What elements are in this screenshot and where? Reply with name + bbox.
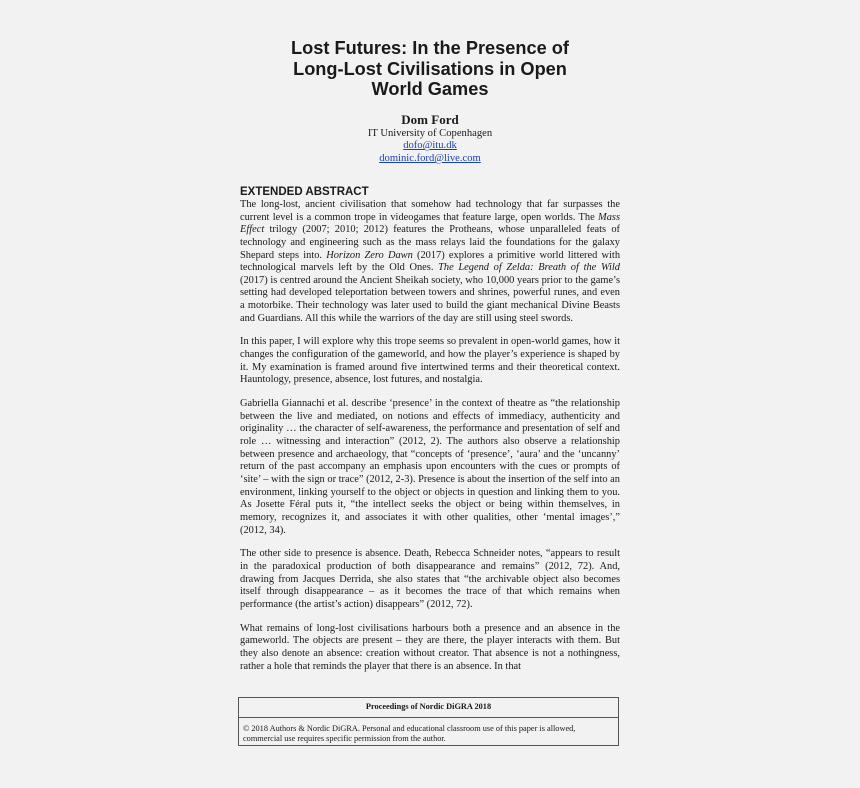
italic-title-text: Horizon Zero Dawn — [326, 249, 413, 261]
author-name: Dom Ford — [401, 111, 459, 127]
paper-content — [240, 38, 620, 684]
email-link[interactable]: dofo@itu.dk — [403, 140, 457, 152]
title-line: Long-Lost Civilisations in Open — [293, 58, 567, 79]
paragraph-text: The long-lost, ancient civilisation that somehow had technology that far surpasses the current level is a common trope in videogames that feature large, open worlds. The — [240, 198, 620, 223]
abstract-body — [240, 199, 620, 673]
email-link[interactable]: dominic.ford@live.com — [379, 153, 481, 165]
paragraph-text: What remains of long-lost civilisations harbours both a presence and an absence in the gameworld. The objects are present – they are there, the player interacts with them. But they also denote an absence: creation without creator. That absence is not a nothingness, rather a hole that reminds the player that there is an absence. In that — [240, 622, 620, 672]
title-line: World Games — [371, 79, 489, 99]
paragraph-text: trilogy (2007; 2010; 2012) features the Protheans, whose unparalleled feats of technology and engineering such as the mass relays laid the foundations for the galaxy Shepard steps into. — [240, 224, 620, 261]
title-line: Lost Futures: In the Presence of — [291, 38, 569, 58]
paragraph-text: (2017) explores a primitive world littered with technological marvels left by the Old Ones. — [240, 249, 621, 274]
footer-title: Proceedings of Nordic DiGRA 2018 — [365, 702, 492, 711]
author-affiliation: IT University of Copenhagen — [367, 127, 493, 139]
footer-divider — [239, 717, 618, 718]
author-emails — [240, 140, 620, 166]
section-heading: EXTENDED ABSTRACT — [240, 185, 369, 198]
italic-title-text: The Legend of Zelda: Breath of the Wild — [438, 262, 620, 274]
abstract-paragraph — [240, 398, 620, 537]
paragraph-text: (2017) is centred around the Ancient Sheikah society, who 10,000 years prior to the game’s setting had developed teleportation between towers and shrines, powerful runes, and even a motorbike. Their technology was later used to build the giant mechanical Divine Beasts and Guardians. All this while the warriors of the day are still using steel swords. — [240, 274, 620, 324]
paragraph-text: Gabriella Giannachi et al. describe ‘presence’ in the context of theatre as “the relationship between the live and mediated, on notions and effects of immediacy, authenticity and originality … the character of self-awareness, the performance and presentation of self and role … witnessing and interaction” (2012, 2). The authors also observe a relationship between presence and archaeology, that “concepts of ‘presence’, ‘aura’ and the ‘uncanny’ return of the past accompany an emphasis upon encounters with the cues or prompts of ‘site’ – with the sign or trace” (2012, 2-3). Presence is about the insertion of the self into an environment, linking yourself to the object or objects in question and linking them to you. As Josette Féral puts it, “the intellect seeks the object or being within themselves, in memory, recognizes it, and associates it with other qualities, other ‘mental images’,” (2012, 34). — [240, 398, 620, 536]
abstract-paragraph — [240, 548, 620, 611]
proceedings-footer — [238, 697, 619, 746]
abstract-paragraph — [240, 623, 620, 674]
abstract-paragraph — [240, 199, 620, 326]
paper-title — [240, 38, 620, 100]
paragraph-text: In this paper, I will explore why this trope seems so prevalent in open-world games, how it changes the configuration of the gameworld, and how the player’s experience is shaped by it. My examination is framed around five intertwined terms and their theoretical context. Hauntology, presence, absence, lost futures, and nostalgia. — [240, 336, 620, 386]
italic-title-text: Mass Effect — [240, 211, 620, 236]
footer-copyright: © 2018 Authors & Nordic DiGRA. Personal and educational classroom use of this paper is allowed, commercial use requires specific permission from the author. — [243, 724, 576, 743]
paragraph-text: The other side to presence is absence. Death, Rebecca Schneider notes, “appears to result in the paradoxical production of both disappearance and remains” (2012, 72). And, drawing from Jacques Derrida, she also states that “the archivable object also becomes itself through disappearance – as it becomes the trace of that which remains when performance (the artist’s action) disappears” (2012, 72). — [240, 548, 620, 610]
abstract-paragraph — [240, 336, 620, 387]
